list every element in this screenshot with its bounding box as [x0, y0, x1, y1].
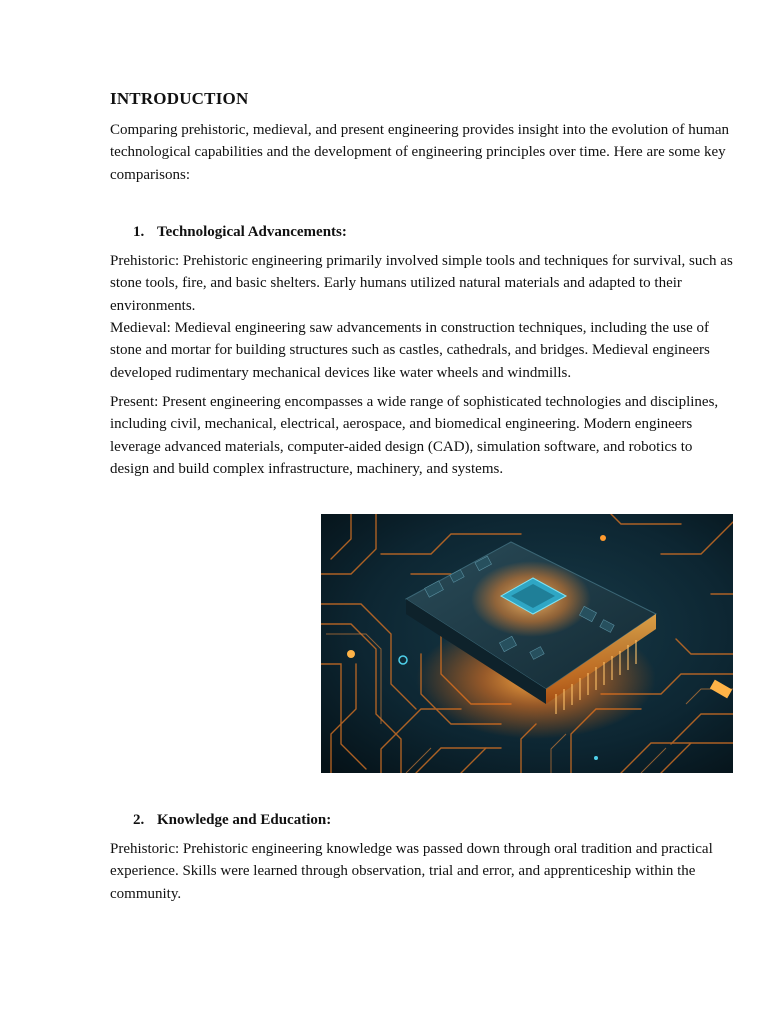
section-title-text: Technological Advancements: — [157, 224, 347, 240]
circuit-chip-illustration — [321, 514, 733, 773]
prehistoric-technology-paragraph: Prehistoric: Prehistoric engineering primarily involved simple tools and techniques for survival, such as stone tools, fire, and basic shelters. Early humans utilized natural materials and adapted to their environments. — [110, 253, 733, 314]
circuit-chip-image — [321, 514, 733, 773]
section-title-technological-advancements — [133, 224, 347, 241]
present-technology-paragraph: Present: Present engineering encompasses a wide range of sophisticated technologies and disciplines, including civil, mechanical, electrical, aerospace, and biomedical engineering. Modern engineers leverage advanced materials, computer-aided design (CAD), simulation software, and robotics to design and build complex infrastructure, machinery, and systems. — [110, 394, 719, 478]
section-title-knowledge-and-education — [133, 812, 331, 829]
page-heading: INTRODUCTION — [110, 89, 249, 108]
medieval-technology-paragraph: Medieval: Medieval engineering saw advancements in construction techniques, including the use of stone and mortar for building structures such as castles, cathedrals, and bridges. Medieval engineers developed rudimentary mechanical devices like water wheels and windmills. — [110, 320, 710, 381]
intro-paragraph: Comparing prehistoric, medieval, and present engineering provides insight into the evolution of human technological capabilities and the development of engineering principles over time. Here are some key comparisons: — [110, 122, 730, 183]
section-title-text: Knowledge and Education: — [157, 812, 332, 828]
section-number: 1. — [133, 224, 145, 240]
prehistoric-knowledge-paragraph: Prehistoric: Prehistoric engineering knowledge was passed down through oral tradition and practical experience. Skills were learned through observation, trial and error, and apprenticeship within the community. — [110, 841, 713, 902]
section-number: 2. — [133, 812, 145, 828]
